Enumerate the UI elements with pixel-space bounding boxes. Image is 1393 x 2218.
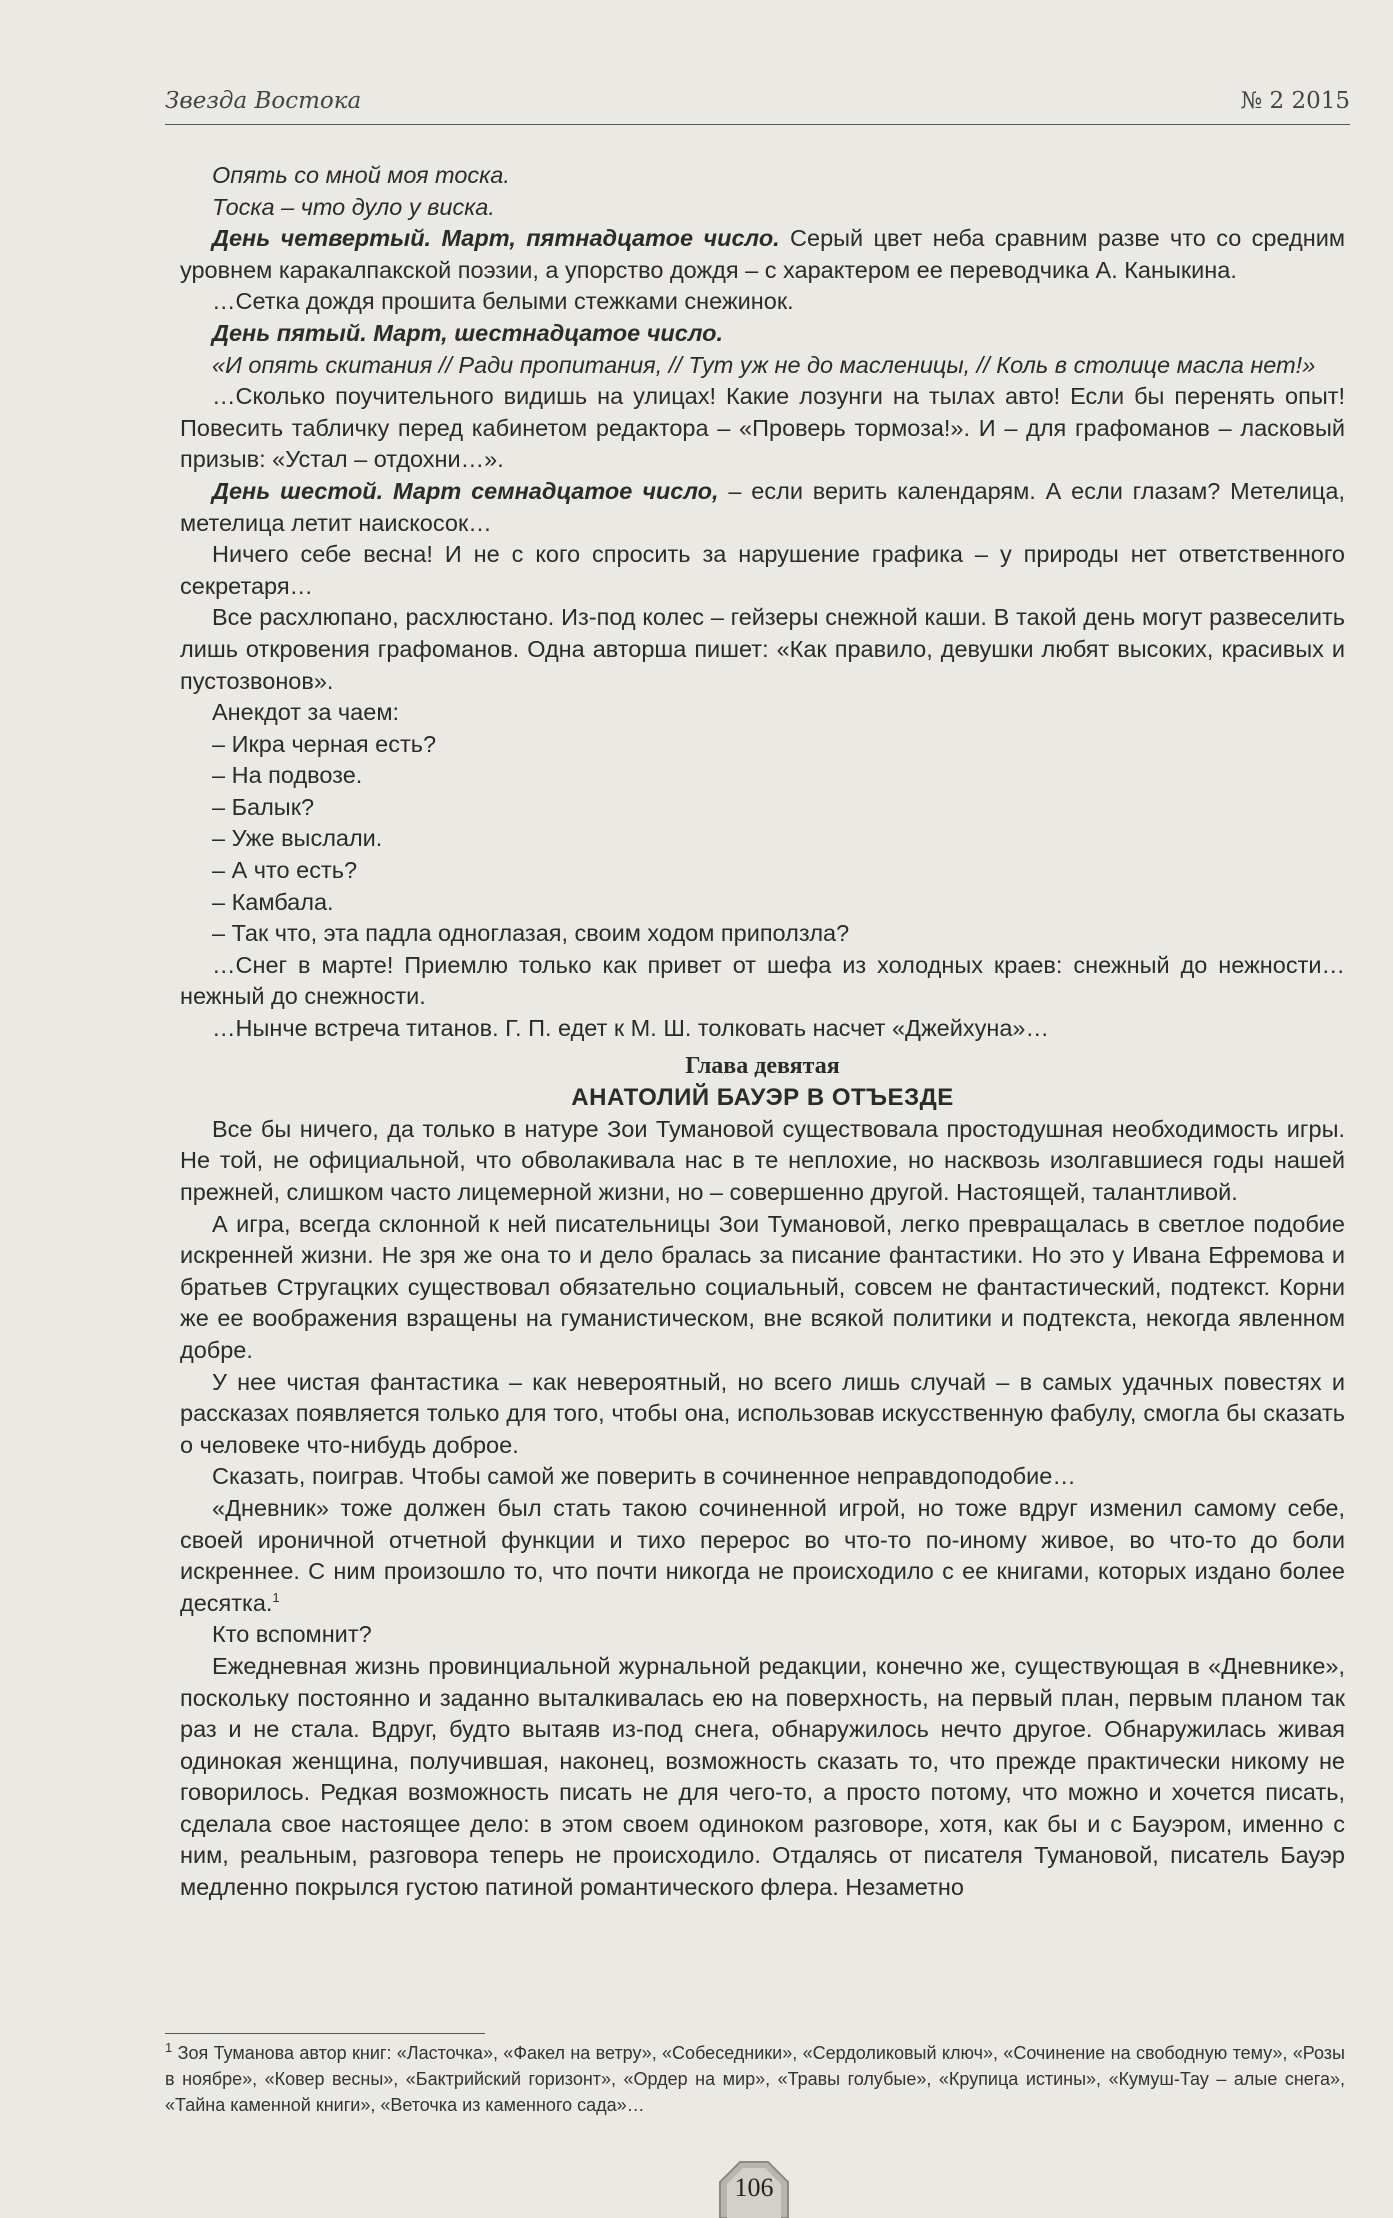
paragraph: …Нынче встреча титанов. Г. П. едет к М. Ш. толковать насчет «Джейхуна»… — [212, 1015, 1049, 1042]
paragraph: …Снег в марте! Приемлю только как привет от шефа из холодных краев: снежный до нежности… нежный до снежности. — [180, 951, 1345, 1010]
chapter-number: Глава девятая — [685, 1052, 840, 1079]
verse-line: Тоска – что дуло у виска. — [212, 193, 495, 220]
paragraph: Все бы ничего, да только в натуре Зои Тумановой существовала простодушная необходимость игры. Не той, не официальной, что обволакивала нас в те неплохие, но насквозь изолгавшиеся годы нашей прежней, слишком часто лицемерной жизни, но – совершенно другой. Настоящей, талантливой. — [180, 1115, 1345, 1205]
page-number-badge — [718, 2160, 790, 2218]
paragraph — [180, 476, 1345, 539]
dialogue-line: – А что есть? — [212, 857, 358, 884]
footnote-divider — [165, 2033, 485, 2034]
paragraph: Анекдот за чаем: — [212, 699, 400, 726]
dialogue-line: – Балык? — [212, 793, 315, 820]
paragraph: Все расхлюпано, расхлюстано. Из-под колес – гейзеры снежной каши. В такой день могут развеселить лишь откровения графоманов. Одна авторша пишет: «Как правило, девушки любят высоких, красивых и пустозвонов». — [180, 604, 1345, 694]
chapter-title: АНАТОЛИЙ БАУЭР В ОТЪЕЗДЕ — [571, 1084, 954, 1112]
dialogue-line: – Так что, эта падла одноглазая, своим ходом приползла? — [212, 920, 850, 947]
dialogue-line: – Камбала. — [212, 888, 334, 915]
verse-line: Опять со мной моя тоска. — [212, 162, 510, 188]
page-number: 106 — [734, 2173, 774, 2202]
journal-title: Звезда Востока — [165, 88, 362, 114]
footnote — [165, 2040, 1345, 2118]
footnote-reference[interactable]: 1 — [272, 1589, 280, 1605]
paragraph — [180, 1493, 1345, 1619]
paragraph: …Сетка дождя прошита белыми стежками снежинок. — [212, 288, 794, 315]
diary-entry-heading: День четвертый. Март, пятнадцатое число. — [212, 225, 780, 252]
dialogue-line: – Уже выслали. — [212, 825, 383, 852]
footnote-text: Зоя Туманова автор книг: «Ласточка», «Факел на ветру», «Собеседники», «Сердоликовый ключ», «Сочинение на свободную тему», «Розы в ноябре», «Ковер весны», «Бактрийский горизонт», «Ордер на мир», «Травы голубые», «Крупица истины», «Кумуш-Тау – алые снега», «Тайна каменной книги», «Веточка из каменного сада»… — [165, 2043, 1345, 2115]
dialogue-line: – Икра черная есть? — [212, 730, 437, 757]
diary-entry-heading: День пятый. Март, шестнадцатое число. — [212, 319, 724, 346]
paragraph: …Сколько поучительного видишь на улицах! Какие лозунги на тылах авто! Если бы перенять опыт! Повесить табличку перед кабинетом редактора – «Проверь тормоза!». И – для графоманов – ласковый призыв: «Устал – отдохни…». — [180, 383, 1345, 473]
paragraph-text: – если верить календарям. А если глазам? Метелица, метелица летит наискосок… — [180, 477, 1345, 536]
issue-number: № 2 2015 — [1240, 88, 1350, 114]
paragraph: Сказать, поиграв. Чтобы самой же поверить в сочиненное неправдоподобие… — [212, 1463, 1076, 1490]
diary-entry-heading: День шестой. Март семнадцатое число, — [212, 477, 719, 504]
running-header — [165, 84, 1350, 125]
paragraph: У нее чистая фантастика – как невероятный, но всего лишь случай – в самых удачных повестях и рассказах появляется только для того, чтобы она, использовав искусственную фабулу, смогла бы сказать о человеке что-нибудь доброе. — [180, 1368, 1345, 1458]
paragraph: Ничего себе весна! И не с кого спросить за нарушение графика – у природы нет ответственного секретаря… — [180, 541, 1345, 599]
main-text — [180, 160, 1345, 1904]
paragraph-text: Серый цвет неба сравним разве что со средним уровнем каракалпакской поэзии, а упорство дождя – с характером ее переводчика А. Каныкина. — [180, 225, 1345, 283]
paragraph-text: «Дневник» тоже должен был стать такою сочиненной игрой, но тоже вдруг изменил самому себе, своей ироничной отчетной функции и тихо перерос во что-то по-иному живое, во что-то до боли искреннее. С ним произошло то, что почти никогда не происходило с ее книгами, которых издано более десятка. — [180, 1494, 1345, 1616]
paragraph: Ежедневная жизнь провинциальной журнальной редакции, конечно же, существующая в «Дневнике», поскольку постоянно и заданно выталкивалась ею на поверхность, на первый план, первым планом так раз и не стала. Вдруг, будто вытаяв из-под снега, обнаружилось нечто другое. Обнаружилась живая одинокая женщина, получившая, наконец, возможность сказать то, что прежде практически никому не говорилось. Редкая возможность писать не для чего-то, а просто потому, что можно и хочется писать, сделала свое настоящее дело: в этом своем одиноком разговоре, хотя, как бы и с Бауэром, именно с ним, реальным, разговора теперь не происходило. Отдалясь от писателя Тумановой, писатель Бауэр медленно покрылся густою патиной романтического флера. Незаметно — [180, 1652, 1345, 1901]
paragraph — [180, 223, 1345, 286]
dialogue-line: – На подвозе. — [212, 762, 363, 789]
footnote-mark: 1 — [165, 2040, 173, 2055]
paragraph: Кто вспомнит? — [212, 1621, 372, 1648]
paragraph: «И опять скитания // Ради пропитания, // Тут уж не до масленицы, // Коль в столице масла нет!» — [212, 351, 1316, 378]
paragraph: А игра, всегда склонной к ней писательницы Зои Тумановой, легко превращалась в светлое подобие искренней жизни. Не зря же она то и дело бралась за писание фантастики. Но это у Ивана Ефремова и братьев Стругацких существовал обязательно социальный, совсем не фантастический, подтекст. Корни же ее воображения взращены на гуманистическом, вне всякой политики и подтекста, некогда явленном добре. — [180, 1210, 1345, 1363]
